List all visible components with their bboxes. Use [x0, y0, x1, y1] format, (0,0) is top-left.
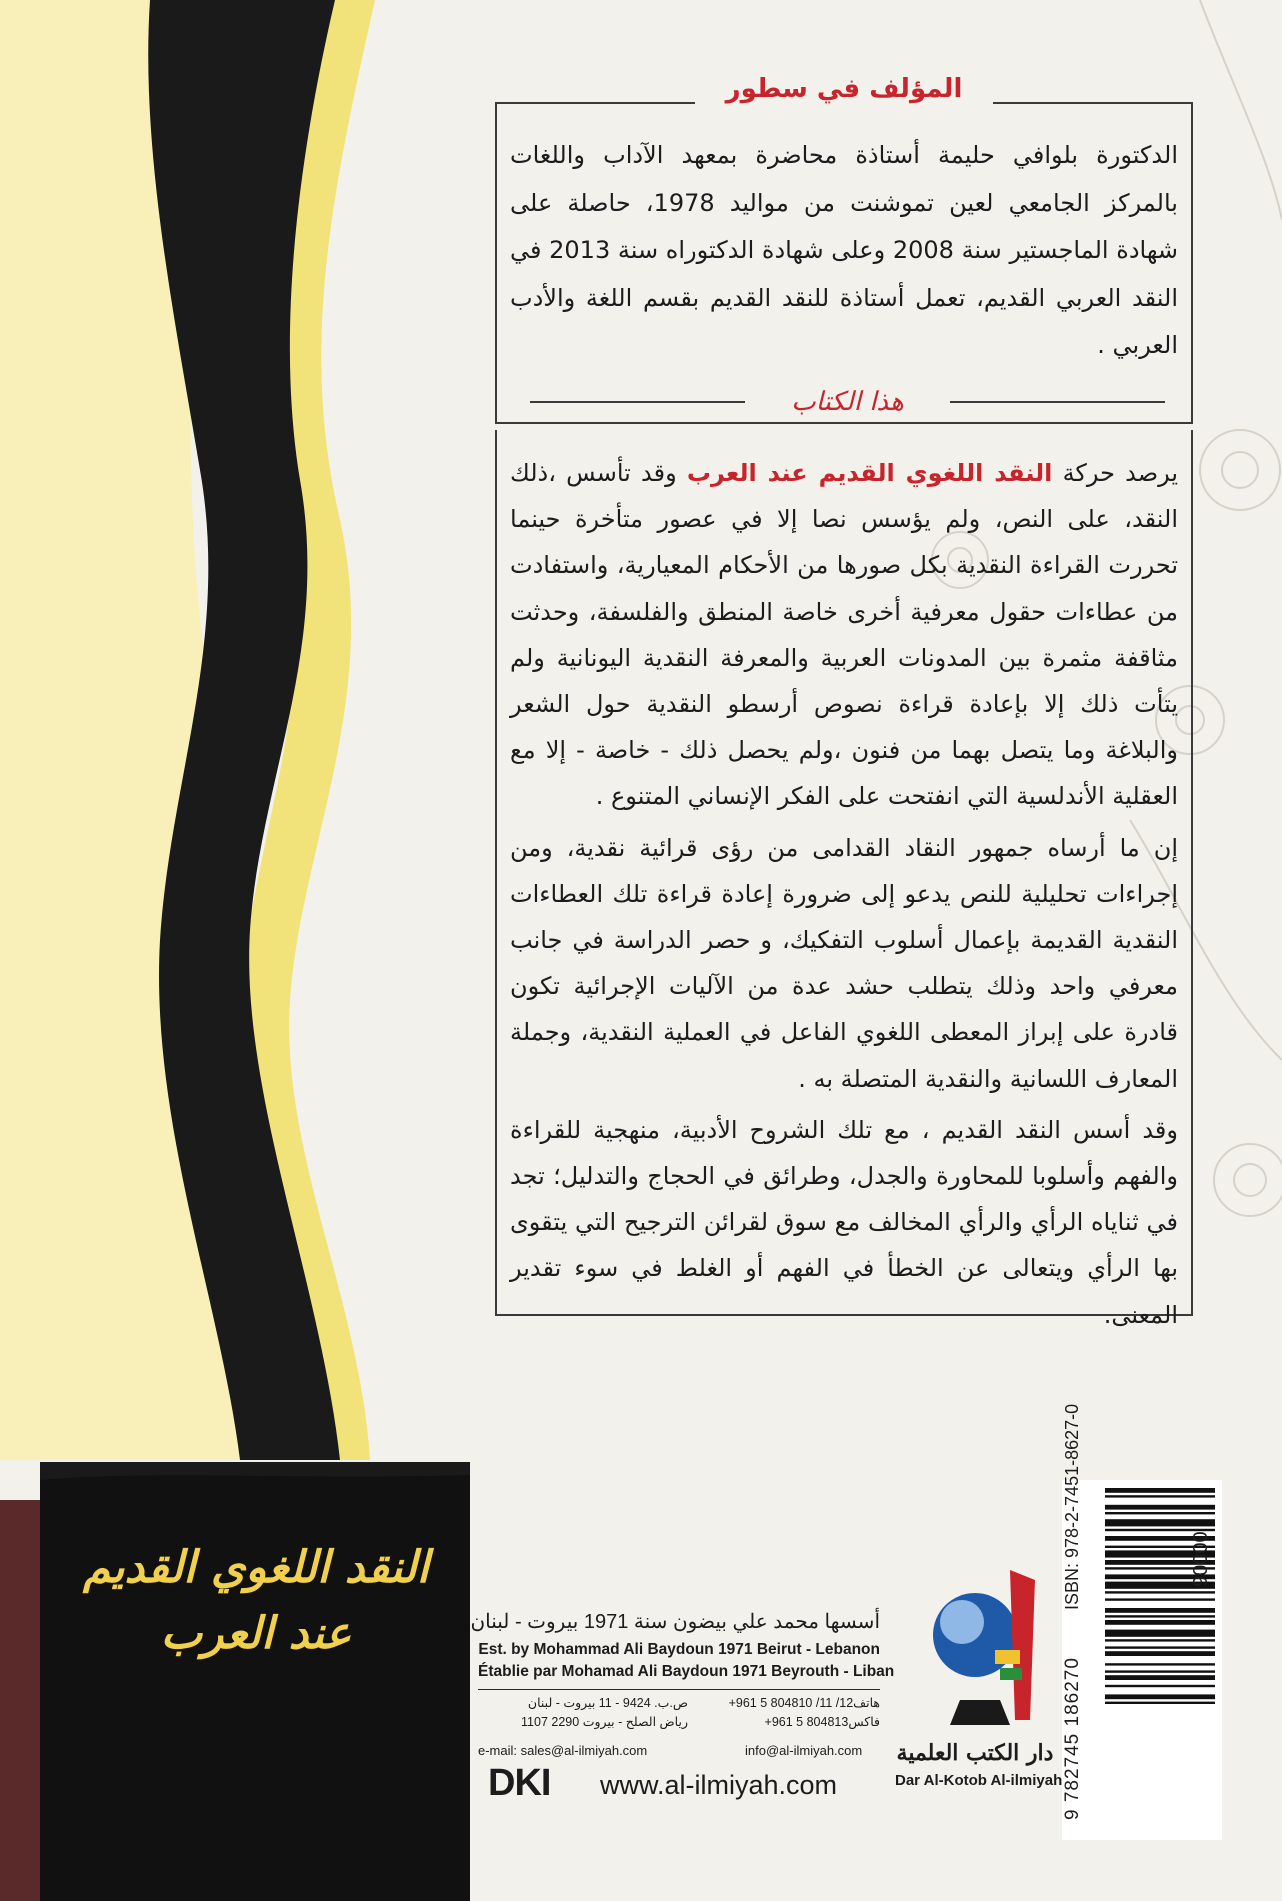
email-sales-link: e-mail: sales@al-ilmiyah.com	[478, 1743, 648, 1758]
dki-logo: DKI	[488, 1762, 551, 1804]
publisher-name-en: Dar Al-Kotob Al-ilmiyah	[895, 1772, 1063, 1789]
barcode-bar	[1105, 1620, 1215, 1625]
publisher-established-en: Est. by Mohammad Ali Baydoun 1971 Beirut - Lebanon	[478, 1641, 880, 1658]
book-section-heading: هذا الكتاب	[791, 387, 904, 417]
barcode-bar	[1105, 1651, 1215, 1656]
publisher-established-fr: Établie par Mohamad Ali Baydoun 1971 Beyrouth - Liban	[478, 1663, 895, 1680]
spine-title	[56, 1535, 456, 1667]
email-info-link: info@al-ilmiyah.com	[745, 1743, 863, 1758]
spine-maroon-strip	[0, 1500, 40, 1901]
book-paragraph-1	[510, 450, 1178, 820]
divider-left	[530, 401, 745, 403]
publisher-fax: فاكس804813 5 961+	[764, 1715, 880, 1729]
barcode-bar	[1105, 1702, 1215, 1704]
publisher-phone: هاتف12/ 11/ 804810 5 961+	[728, 1696, 880, 1710]
barcode-bar	[1105, 1685, 1215, 1687]
barcode-bar	[1105, 1694, 1215, 1699]
author-bio-text: الدكتورة بلوافي حليمة أستاذة محاضرة بمعهد الآداب واللغات بالمركز الجامعي لعين تموشنت من مواليد 1978، حاصلة على شهادة الماجستير سنة 2008 وعلى شهادة الدكتوراه سنة 2013 في النقد العربي القديم، تعمل أستاذة للنقد القديم بقسم اللغة والأدب العربي .	[510, 141, 1178, 359]
barcode-bar	[1105, 1675, 1215, 1680]
book-paragraph-2: إن ما أرساه جمهور النقاد القدامى من رؤى قرائية نقدية، ومن إجراءات تحليلية للنص يدعو إلى ضرورة إعادة قراءة تلك العطاءات النقدية القديمة بإعمال أسلوب التفكيك، و حصر الدراسة في جانب معرفي واحد وذلك يتطلب حشد عدة من الآليات الإجرائية تكون قادرة على إبراز المعطى اللغوي الفاعل في العملية النقدية، وجملة المعارف اللسانية والنقدية المتصلة به .	[510, 833, 1178, 1093]
divider-right	[950, 401, 1165, 403]
barcode-bar	[1105, 1646, 1215, 1648]
spine-title-line-1: النقد اللغوي القديم	[82, 1542, 429, 1593]
p1-text-before: يرصد حركة	[1052, 459, 1179, 487]
book-paragraph-3: وقد أسس النقد القديم ، مع تلك الشروح الأدبية، منهجية للقراءة والفهم وأسلوبا للمحاورة والجدل، وطرائق في الحجاج والتدليل؛ تجد في ثناياه الرأي والرأي المخالف مع سوق لقرائن الترجيح التي يتقوى بها الرأي ويتعالى عن الخطأ في الفهم أو الغلط في سوء تقدير المعنى.	[510, 1115, 1178, 1329]
website-url: www.al-ilmiyah.com	[600, 1770, 838, 1800]
barcode-bar	[1105, 1598, 1215, 1600]
p1-text-after: وقد تأسس ،ذلك النقد، على النص، ولم يؤسس نصا إلا في عصور متأخرة حينما تحررت القراءة النقدية بكل صورها من الأحكام المعيارية، واستفادت من عطاءات حقول معرفية أخرى خاصة المنطق والفلسفة، وحدثت مثاقفة مثمرة بين المدونات العربية والمعرفة النقدية اليونانية ولم يتأت ذلك إلا بإعادة قراءة نصوص أرسطو النقدية حول الشعر والبلاغة وما يتصل بهما من فنون ،ولم يحصل ذلك - خاصة - إلا مع العقلية الأندلسية التي انفتحت على الفكر الإنساني المتنوع .	[510, 459, 1178, 811]
spine-dark-panel	[40, 1462, 470, 1901]
barcode-bar	[1105, 1630, 1215, 1637]
barcode-bar	[1105, 1670, 1215, 1672]
publisher-name-ar: دار الكتب العلمية	[896, 1740, 1054, 1766]
author-section-heading: المؤلف في سطور	[695, 68, 993, 110]
contact-divider	[478, 1689, 880, 1690]
publisher-address: رياض الصلح - بيروت 2290 1107	[521, 1715, 688, 1729]
publisher-established-ar: أسسها محمد علي بيضون سنة 1971 بيروت - لبنان	[470, 1611, 880, 1633]
spine-title-line-2: عند العرب	[160, 1608, 352, 1659]
barcode-bar	[1105, 1591, 1215, 1593]
isbn-number: ISBN: 978-2-7451-8627-0	[1062, 1403, 1082, 1610]
book-description	[510, 450, 1178, 1343]
barcode-price-code: 90000	[1190, 1531, 1212, 1587]
barcode-bar	[1105, 1615, 1215, 1617]
barcode-bar	[1105, 1639, 1215, 1641]
barcode-ean-digits: 9 782745 186270	[1062, 1657, 1083, 1820]
barcode-bar	[1105, 1608, 1215, 1613]
book-title-highlight: النقد اللغوي القديم عند العرب	[686, 459, 1053, 487]
publisher-po-box: ص.ب. 9424 - 11 بيروت - لبنان	[527, 1696, 688, 1710]
barcode-bar	[1105, 1663, 1215, 1665]
